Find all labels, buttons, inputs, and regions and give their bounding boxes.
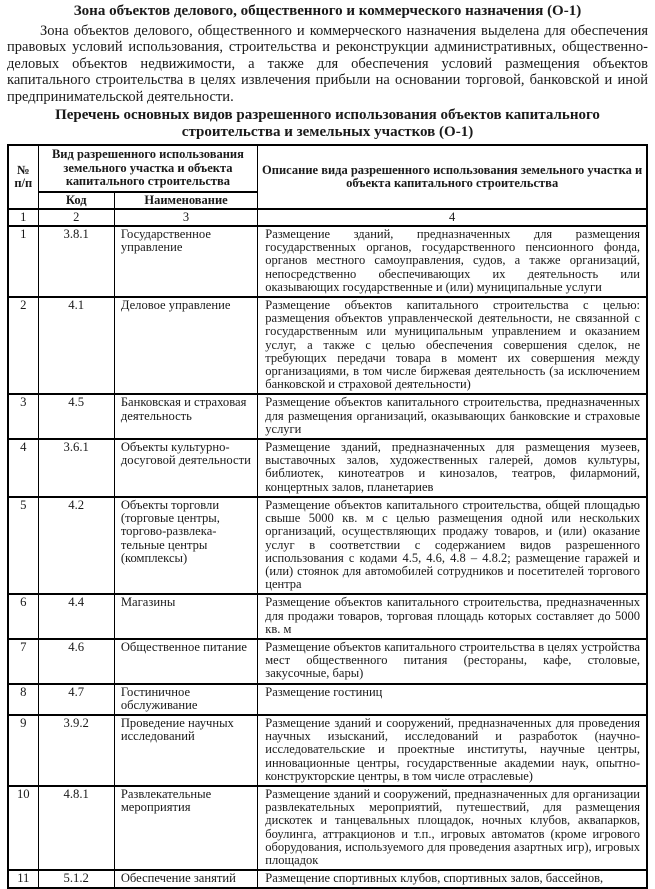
table-title: Перечень основных видов разрешенного использования объектов капитального строительства и земельных участков (О-1) (55, 107, 600, 141)
table-row (8, 394, 647, 439)
table-body (8, 226, 647, 888)
cell-name: Объекты торговли (торговые центры, торгово-развлека-тельные центры (комплексы) (114, 497, 257, 594)
cell-row-number: 3 (8, 394, 38, 439)
column-number: 3 (114, 209, 257, 226)
cell-code: 4.2 (38, 497, 114, 594)
column-number: 1 (8, 209, 38, 226)
table-row (8, 226, 647, 297)
cell-name: Магазины (114, 594, 257, 639)
cell-description: Размещение объектов капитального строительства, предназначенных для продажи товаров, торговая площадь которых составляет до 5000 кв. м (258, 594, 647, 639)
cell-row-number: 11 (8, 870, 38, 888)
table-row (8, 639, 647, 684)
table-row (8, 497, 647, 594)
cell-description: Размещение гостиниц (258, 684, 647, 715)
col-header-description: Описание вида разрешенного использования земельного участка и объекта капитального строительства (258, 145, 647, 209)
cell-name: Общественное питание (114, 639, 257, 684)
table-row (8, 870, 647, 888)
col-header-code: Код (38, 192, 114, 210)
cell-name: Обеспечение занятий (114, 870, 257, 888)
cell-description: Размещение зданий и сооружений, предназначенных для организации развлекательных мероприятий, путешествий, для размещения дискотек и танцевальных площадок, ночных клубов, аквапарков, боулинга, аттракционов и т.п., игровых автоматов (кроме игрового оборудования, используемого для проведения азартных игр), игровых площадок (258, 786, 647, 870)
table-row (8, 715, 647, 786)
cell-row-number: 8 (8, 684, 38, 715)
column-number-row (8, 209, 647, 226)
cell-name: Банковская и страховая деятельность (114, 394, 257, 439)
cell-code: 4.6 (38, 639, 114, 684)
cell-code: 4.5 (38, 394, 114, 439)
table-row (8, 786, 647, 870)
table-row (8, 297, 647, 394)
column-number: 2 (38, 209, 114, 226)
cell-name: Деловое управление (114, 297, 257, 394)
col-header-use-group: Вид разрешенного использования земельного участка и объекта капитального строительства (38, 145, 258, 192)
cell-description: Размещение объектов капитального строительства с целью: размещения объектов управленческой деятельности, не связанной с государственным или муниципальным управлением и оказанием услуг, а также с целью обеспечения совершения сделок, не требующих передачи товара в момент их совершения между организациями, в том числе биржевая деятельность (за исключением банковской и страховой деятельности) (258, 297, 647, 394)
cell-name: Развлекательные мероприятия (114, 786, 257, 870)
cell-row-number: 1 (8, 226, 38, 297)
cell-code: 5.1.2 (38, 870, 114, 888)
cell-description: Размещение зданий, предназначенных для размещения государственных органов, государственного пенсионного фонда, органов местного самоуправления, судов, а также организаций, непосредственно обеспечивающих их деятельность или оказывающих государственные и (или) муниципальные услуги (258, 226, 647, 297)
cell-row-number: 9 (8, 715, 38, 786)
cell-name: Проведение научных исследований (114, 715, 257, 786)
cell-description: Размещение объектов капитального строительства, общей площадью свыше 5000 кв. м с целью размещения одной или нескольких организаций, осуществляющих продажу товаров, и (или) оказание услуг в соответствии с содержанием видов разрешенного использования с кодами 4.5, 4.6, 4.8 – 4.8.2; размещение гаражей и (или) стоянок для автомобилей сотрудников и посетителей торгового центра (258, 497, 647, 594)
cell-code: 4.8.1 (38, 786, 114, 870)
cell-row-number: 5 (8, 497, 38, 594)
column-number: 4 (258, 209, 647, 226)
table-row (8, 684, 647, 715)
cell-row-number: 10 (8, 786, 38, 870)
cell-code: 4.4 (38, 594, 114, 639)
table-header (8, 145, 647, 226)
cell-code: 3.6.1 (38, 439, 114, 497)
cell-name: Государственное управление (114, 226, 257, 297)
cell-description: Размещение зданий, предназначенных для размещения музеев, выставочных залов, художественных галерей, домов культуры, библиотек, кинотеатров и кинозалов, театров, филармоний, концертных залов, планетариев (258, 439, 647, 497)
cell-row-number: 2 (8, 297, 38, 394)
cell-row-number: 7 (8, 639, 38, 684)
cell-code: 4.7 (38, 684, 114, 715)
cell-description: Размещение зданий и сооружений, предназначенных для проведения научных изысканий, исследований и разработок (научно-исследовательские и проектные институты, научные центры, инновационные центры, государственные академии наук, опытно-конструкторские центры, в том числе отраслевые) (258, 715, 647, 786)
page-title: Зона объектов делового, общественного и коммерческого назначения (О-1) (73, 3, 582, 19)
cell-name: Гостиничное обслуживание (114, 684, 257, 715)
intro-paragraph: Зона объектов делового, общественного и коммерческого назначения выделена для обеспечения правовых условий использования, строительства и реконструкции административных, общественно-деловых объектов недвижимости, а также для обеспечения условий размещения объектов капитального строительства в целях извлечения прибыли на основании торговой, банковской и иной предпринимательской деятельности. (7, 23, 648, 105)
cell-code: 3.9.2 (38, 715, 114, 786)
cell-code: 3.8.1 (38, 226, 114, 297)
table-row (8, 439, 647, 497)
cell-row-number: 6 (8, 594, 38, 639)
cell-description: Размещение объектов капитального строительства, предназначенных для размещения организаций, оказывающих банковские и страховые услуги (258, 394, 647, 439)
permitted-use-table (7, 144, 648, 889)
cell-description: Размещение объектов капитального строительства в целях устройства мест общественного питания (рестораны, кафе, столовые, закусочные, бары) (258, 639, 647, 684)
cell-code: 4.1 (38, 297, 114, 394)
cell-description: Размещение спортивных клубов, спортивных залов, бассейнов, (258, 870, 647, 888)
col-header-num: № п/п (8, 145, 38, 209)
cell-row-number: 4 (8, 439, 38, 497)
cell-name: Объекты культурно-досуговой деятельности (114, 439, 257, 497)
col-header-name: Наименование (114, 192, 257, 210)
table-row (8, 594, 647, 639)
